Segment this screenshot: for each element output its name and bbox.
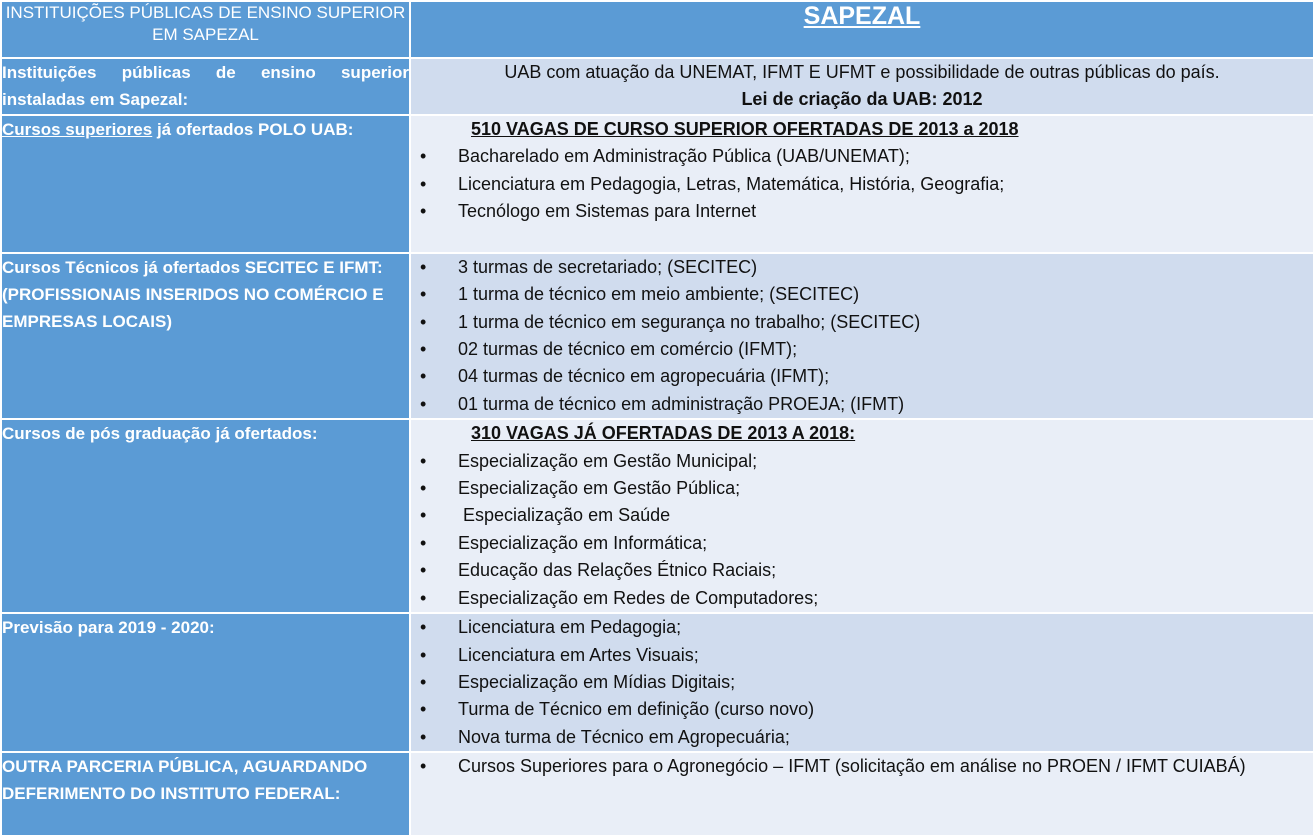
list-item: • Especialização em Gestão Pública; [411, 475, 1313, 502]
superior-courses-heading: 510 VAGAS DE CURSO SUPERIOR OFERTADAS DE 2013 a 2018 [471, 118, 1019, 139]
list-item: • Licenciatura em Pedagogia, Letras, Matemática, História, Geografia; [411, 171, 1313, 198]
uab-law-line: Lei de criação da UAB: 2012 [741, 89, 983, 110]
row-label-technical-courses: Cursos Técnicos já ofertados SECITEC E IFMT: (PROFISSIONAIS INSERIDOS NO COMÉRCIO E EMPRESAS LOCAIS) [1, 253, 410, 419]
postgraduate-heading: 310 VAGAS JÁ OFERTADAS DE 2013 A 2018: [471, 423, 856, 444]
partnership-list [411, 753, 1313, 780]
list-item: • Especialização em Informática; [411, 530, 1313, 557]
row-label-postgraduate: Cursos de pós graduação já ofertados: [1, 419, 410, 613]
table-row-forecast [1, 613, 1313, 752]
forecast-list [411, 614, 1313, 751]
table-row-partnership [1, 752, 1313, 836]
list-item: • Nova turma de Técnico em Agropecuária; [411, 724, 1313, 751]
list-item: • Cursos Superiores para o Agronegócio – IFMT (solicitação em análise no PROEN / IFMT CUIABÁ) [411, 753, 1313, 780]
list-item: • Licenciatura em Artes Visuais; [411, 642, 1313, 669]
row-content-superior-courses [410, 115, 1313, 253]
table-row-superior-courses [1, 115, 1313, 253]
list-item: • Especialização em Saúde [411, 502, 1313, 529]
list-item: • Tecnólogo em Sistemas para Internet [411, 198, 1313, 225]
table-header-row [1, 1, 1313, 58]
row-label-partnership: OUTRA PARCERIA PÚBLICA, AGUARDANDO DEFERIMENTO DO INSTITUTO FEDERAL: [1, 752, 410, 836]
row-label-superior-courses [1, 115, 410, 253]
list-item: • 1 turma de técnico em meio ambiente; (SECITEC) [411, 281, 1313, 308]
list-item: • 3 turmas de secretariado; (SECITEC) [411, 254, 1313, 281]
row-content-institutions [410, 58, 1313, 115]
table-row-postgraduate [1, 419, 1313, 613]
city-title: SAPEZAL [803, 2, 921, 30]
list-item: • 1 turma de técnico em segurança no trabalho; (SECITEC) [411, 309, 1313, 336]
list-item: • 04 turmas de técnico em agropecuária (IFMT); [411, 363, 1313, 390]
table-row-institutions [1, 58, 1313, 115]
list-item: • Turma de Técnico em definição (curso novo) [411, 696, 1313, 723]
superior-courses-list [411, 143, 1313, 225]
list-item: • 02 turmas de técnico em comércio (IFMT); [411, 336, 1313, 363]
list-item: • Bacharelado em Administração Pública (UAB/UNEMAT); [411, 143, 1313, 170]
row-label-forecast: Previsão para 2019 - 2020: [1, 613, 410, 752]
header-right-title [410, 1, 1313, 58]
header-left-title: INSTITUIÇÕES PÚBLICAS DE ENSINO SUPERIOR EM SAPEZAL [1, 1, 410, 58]
label-underlined: Cursos superiores [2, 119, 153, 139]
row-content-technical-courses [410, 253, 1313, 419]
row-content-forecast [410, 613, 1313, 752]
row-label-institutions: Instituições públicas de ensino superior instaladas em Sapezal: [1, 58, 410, 115]
row-content-postgraduate [410, 419, 1313, 613]
institutions-line: UAB com atuação da UNEMAT, IFMT E UFMT e possibilidade de outras públicas do país. [504, 62, 1220, 82]
list-item: • Educação das Relações Étnico Raciais; [411, 557, 1313, 584]
list-item: • Licenciatura em Pedagogia; [411, 614, 1313, 641]
technical-courses-list [411, 254, 1313, 418]
list-item: • 01 turma de técnico em administração PROEJA; (IFMT) [411, 391, 1313, 418]
table-row-technical-courses [1, 253, 1313, 419]
list-item: • Especialização em Gestão Municipal; [411, 448, 1313, 475]
list-item: • Especialização em Redes de Computadores; [411, 585, 1313, 612]
list-item: • Especialização em Mídias Digitais; [411, 669, 1313, 696]
label-rest: já ofertados POLO UAB: [152, 119, 354, 139]
row-content-partnership [410, 752, 1313, 836]
postgraduate-list [411, 448, 1313, 612]
